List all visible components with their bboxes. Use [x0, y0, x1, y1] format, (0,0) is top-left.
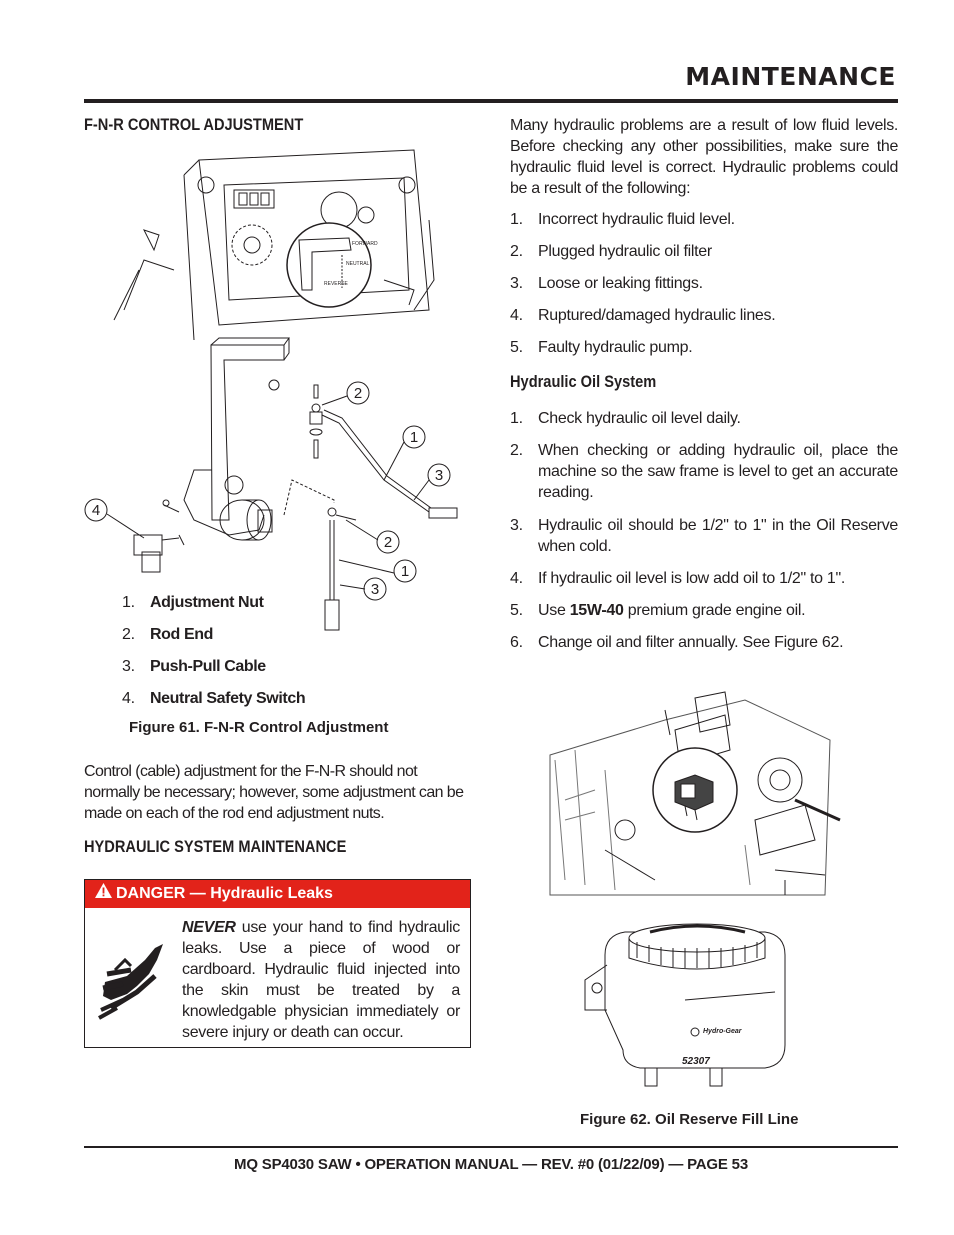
callout-3b: 3	[370, 581, 380, 598]
hydraulic-heading: HYDRAULIC SYSTEM MAINTENANCE	[84, 837, 347, 856]
list-item: 1. Incorrect hydraulic fluid level.	[510, 211, 735, 228]
control-paragraph: Control (cable) adjustment for the F-N-R should not normally be necessary; however, some adjustment can be made on each of the rod end adjustment nuts.	[84, 763, 464, 822]
figure-61-parts-list	[122, 592, 322, 720]
danger-title: DANGER — Hydraulic Leaks	[116, 885, 333, 903]
figure-61-illustration	[84, 140, 474, 660]
page-title: MAINTENANCE	[685, 62, 896, 91]
header-rule	[84, 99, 898, 103]
figure-62-caption: Figure 62. Oil Reserve Fill Line	[580, 1111, 799, 1128]
list-item: 3. Hydraulic oil should be 1/2" to 1" in the Oil Reserve when cold.	[510, 517, 898, 555]
list-item: 4. If hydraulic oil level is low add oil to 1/2" to 1".	[510, 570, 846, 587]
list-item: 4. Ruptured/damaged hydraulic lines.	[510, 307, 776, 324]
figure-62-illustration	[545, 680, 855, 1100]
inset-label-forward: FORWARD	[352, 241, 378, 247]
list-item: 2. When checking or adding hydraulic oil, place the machine so the saw frame is level to get an accurate reading.	[510, 442, 898, 501]
list-item: 5. Use 15W-40 premium grade engine oil.	[510, 602, 806, 619]
callout-4: 4	[91, 502, 101, 519]
tank-part-number: 52307	[682, 1056, 710, 1067]
fnr-heading: F-N-R CONTROL ADJUSTMENT	[84, 115, 304, 134]
list-item: 2. Rod End	[122, 626, 213, 643]
callout-2b: 2	[383, 534, 393, 551]
tank-brand-label: Hydro-Gear	[703, 1028, 742, 1035]
problems-list	[510, 209, 898, 358]
list-item: 5. Faulty hydraulic pump.	[510, 339, 693, 356]
intro-paragraph: Many hydraulic problems are a result of low fluid levels. Before checking any other possibilities, make sure the hydraulic fluid level is correct. Hydraulic problems could be a result of the following:	[510, 117, 898, 197]
callout-1b: 1	[400, 563, 410, 580]
list-item: 2. Plugged hydraulic oil filter	[510, 243, 712, 260]
oil-system-heading: Hydraulic Oil System	[510, 372, 657, 391]
warning-icon	[95, 880, 112, 908]
callout-2: 2	[353, 385, 363, 402]
list-item: 4. Neutral Safety Switch	[122, 690, 306, 707]
danger-box	[84, 879, 471, 1048]
inset-label-neutral: NEUTRAL	[346, 261, 370, 267]
danger-text: NEVER use your hand to find hydraulic leaks. Use a piece of wood or cardboard. Hydraulic fluid injected into the skin must be treated by a knowledgable physician immediately or severe injury or death can occur.	[182, 919, 460, 1041]
danger-bar	[85, 880, 470, 908]
inset-label-reverse: REVERSE	[324, 281, 348, 287]
list-item: 6. Change oil and filter annually. See Figure 62.	[510, 634, 844, 651]
oil-steps-list	[510, 408, 898, 653]
footer-rule	[84, 1146, 898, 1148]
list-item: 1. Check hydraulic oil level daily.	[510, 410, 741, 427]
figure-61-caption: Figure 61. F-N-R Control Adjustment	[129, 719, 389, 736]
list-item: 3. Push-Pull Cable	[122, 658, 266, 675]
callout-1: 1	[409, 429, 419, 446]
page-footer: MQ SP4030 SAW • OPERATION MANUAL — REV. #0 (01/22/09) — PAGE 53	[234, 1156, 748, 1173]
hand-injection-icon	[97, 940, 175, 1022]
list-item: 1. Adjustment Nut	[122, 594, 264, 611]
list-item: 3. Loose or leaking fittings.	[510, 275, 703, 292]
callout-3: 3	[434, 467, 444, 484]
